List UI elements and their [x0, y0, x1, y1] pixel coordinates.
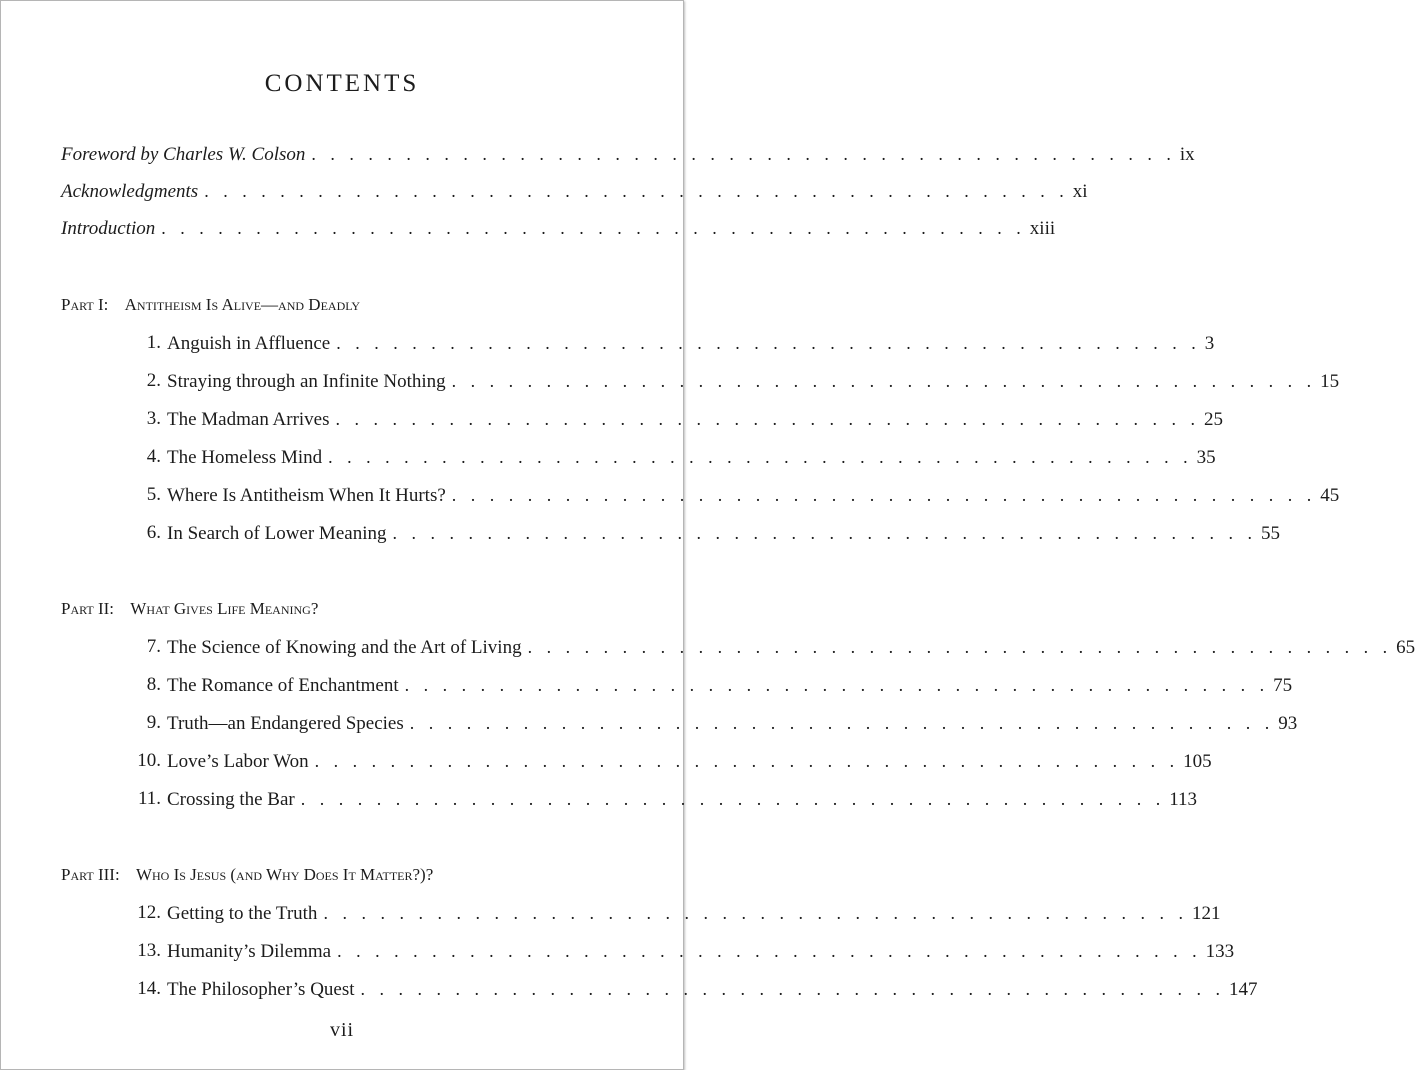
dot-leader: . . . . . . . . . . . . . . . . . . . . . . . . . . . . . . . . . . . . . . . . . . . . . .: [527, 637, 1393, 657]
chapter-page: 55: [1260, 523, 1280, 544]
chapter-page: 93: [1278, 713, 1298, 734]
chapter-page: 25: [1204, 409, 1224, 430]
dot-leader: . . . . . . . . . . . . . . . . . . . . . . . . . . . . . . . . . . . . . . . . . . . . . .: [335, 409, 1201, 429]
chapter-title: Anguish in Affluence: [167, 333, 331, 354]
chapter-number: 8.: [146, 674, 161, 695]
part-heading-1: [61, 293, 360, 317]
dot-leader: . . . . . . . . . . . . . . . . . . . . . . . . . . . . . . . . . . . . . . . . . . . . . .: [451, 485, 1317, 505]
dot-leader: . . . . . . . . . . . . . . . . . . . . . . . . . . . . . . . . . . . . . . . . . . . . . .: [328, 447, 1193, 467]
chapter-page: 75: [1273, 675, 1293, 696]
chapter-page: 113: [1169, 789, 1198, 810]
toc-entry-label: Foreword by Charles W. Colson: [61, 144, 306, 165]
chapter-number: 5.: [146, 484, 161, 505]
toc-chapter: [1, 710, 1298, 736]
dot-leader: . . . . . . . . . . . . . . . . . . . . . . . . . . . . . . . . . . . . . . . . . . . . . .: [392, 523, 1257, 543]
toc-chapter: [1, 938, 1235, 964]
dot-leader: . . . . . . . . . . . . . . . . . . . . . . . . . . . . . . . . . . . . . . . . . . . . . .: [336, 333, 1201, 353]
chapter-title: The Homeless Mind: [167, 447, 323, 468]
chapter-page: 65: [1396, 637, 1415, 658]
toc-chapter: [1, 368, 1340, 394]
part-title: Who Is Jesus (and Why Does It Matter?)?: [135, 865, 434, 884]
toc-chapter: [1, 748, 1212, 774]
dot-leader: . . . . . . . . . . . . . . . . . . . . . . . . . . . . . . . . . . . . . . . . . . . . . .: [161, 218, 1026, 238]
dot-leader: . . . . . . . . . . . . . . . . . . . . . . . . . . . . . . . . . . . . . . . . . . . . . .: [360, 979, 1226, 999]
part-tag: Part II:: [61, 599, 115, 618]
chapter-number: 13.: [137, 940, 161, 961]
chapter-title: Straying through an Infinite Nothing: [167, 371, 446, 392]
chapter-number: 9.: [146, 712, 161, 733]
chapter-title: Humanity’s Dilemma: [167, 941, 332, 962]
chapter-title: The Science of Knowing and the Art of Living: [167, 637, 522, 658]
chapter-number: 7.: [146, 636, 161, 657]
part-tag: Part III:: [61, 865, 120, 884]
toc-chapter: [1, 976, 1258, 1002]
dot-leader: . . . . . . . . . . . . . . . . . . . . . . . . . . . . . . . . . . . . . . . . . . . . . .: [409, 713, 1275, 733]
toc-entry-page: xi: [1072, 181, 1088, 202]
toc-chapter: [1, 444, 1216, 470]
chapter-page: 45: [1320, 485, 1340, 506]
page-title: CONTENTS: [264, 69, 420, 97]
toc-chapter: [1, 482, 1340, 508]
part-heading-3: [61, 863, 433, 887]
dot-leader: . . . . . . . . . . . . . . . . . . . . . . . . . . . . . . . . . . . . . . . . . . . . . .: [311, 144, 1176, 164]
chapter-title: In Search of Lower Meaning: [167, 523, 387, 544]
dot-leader: . . . . . . . . . . . . . . . . . . . . . . . . . . . . . . . . . . . . . . . . . . . . . .: [300, 789, 1166, 809]
chapter-page: 35: [1196, 447, 1216, 468]
toc-entry-foreword: [1, 141, 1195, 167]
chapter-page: 3: [1204, 333, 1215, 354]
dot-leader: . . . . . . . . . . . . . . . . . . . . . . . . . . . . . . . . . . . . . . . . . . . . . .: [337, 941, 1202, 961]
toc-entry-page: ix: [1179, 144, 1195, 165]
toc-entry-page: xiii: [1029, 218, 1056, 239]
dot-leader: . . . . . . . . . . . . . . . . . . . . . . . . . . . . . . . . . . . . . . . . . . . . . .: [451, 371, 1317, 391]
chapter-number: 14.: [137, 978, 161, 999]
toc-entry-introduction: [1, 215, 1056, 241]
chapter-number: 12.: [137, 902, 161, 923]
part-heading-2: [61, 597, 318, 621]
chapter-number: 6.: [146, 522, 161, 543]
chapter-title: Where Is Antitheism When It Hurts?: [167, 485, 446, 506]
chapter-page: 121: [1191, 903, 1221, 924]
chapter-number: 4.: [146, 446, 161, 467]
part-title: Antitheism Is Alive—and Deadly: [124, 295, 361, 314]
chapter-page: 15: [1320, 371, 1340, 392]
dot-leader: . . . . . . . . . . . . . . . . . . . . . . . . . . . . . . . . . . . . . . . . . . . . . .: [314, 751, 1180, 771]
toc-chapter: [1, 634, 1415, 660]
chapter-number: 1.: [146, 332, 161, 353]
dot-leader: . . . . . . . . . . . . . . . . . . . . . . . . . . . . . . . . . . . . . . . . . . . . . .: [323, 903, 1188, 923]
toc-entry-label: Introduction: [61, 218, 156, 239]
chapter-title: Love’s Labor Won: [167, 751, 309, 772]
chapter-number: 10.: [137, 750, 161, 771]
chapter-number: 11.: [137, 788, 161, 809]
chapter-title: Getting to the Truth: [167, 903, 318, 924]
toc-chapter: [1, 330, 1215, 356]
toc-chapter: [1, 672, 1293, 698]
page-number: vii: [329, 1019, 355, 1041]
dot-leader: . . . . . . . . . . . . . . . . . . . . . . . . . . . . . . . . . . . . . . . . . . . . . .: [404, 675, 1270, 695]
part-tag: Part I:: [61, 295, 109, 314]
dot-leader: . . . . . . . . . . . . . . . . . . . . . . . . . . . . . . . . . . . . . . . . . . . . . .: [204, 181, 1069, 201]
chapter-number: 2.: [146, 370, 161, 391]
chapter-title: Crossing the Bar: [167, 789, 295, 810]
toc-chapter: [1, 786, 1198, 812]
part-title: What Gives Life Meaning?: [130, 599, 319, 618]
toc-chapter: [1, 406, 1224, 432]
chapter-number: 3.: [146, 408, 161, 429]
toc-chapter: [1, 900, 1221, 926]
toc-chapter: [1, 520, 1280, 546]
toc-entry-acknowledgments: [1, 178, 1088, 204]
chapter-page: 133: [1205, 941, 1235, 962]
chapter-page: 105: [1183, 751, 1212, 772]
chapter-title: The Philosopher’s Quest: [167, 979, 355, 1000]
toc-entry-label: Acknowledgments: [61, 181, 199, 202]
chapter-title: The Madman Arrives: [167, 409, 330, 430]
chapter-page: 147: [1229, 979, 1258, 1000]
chapter-title: Truth—an Endangered Species: [167, 713, 404, 734]
chapter-title: The Romance of Enchantment: [167, 675, 399, 696]
